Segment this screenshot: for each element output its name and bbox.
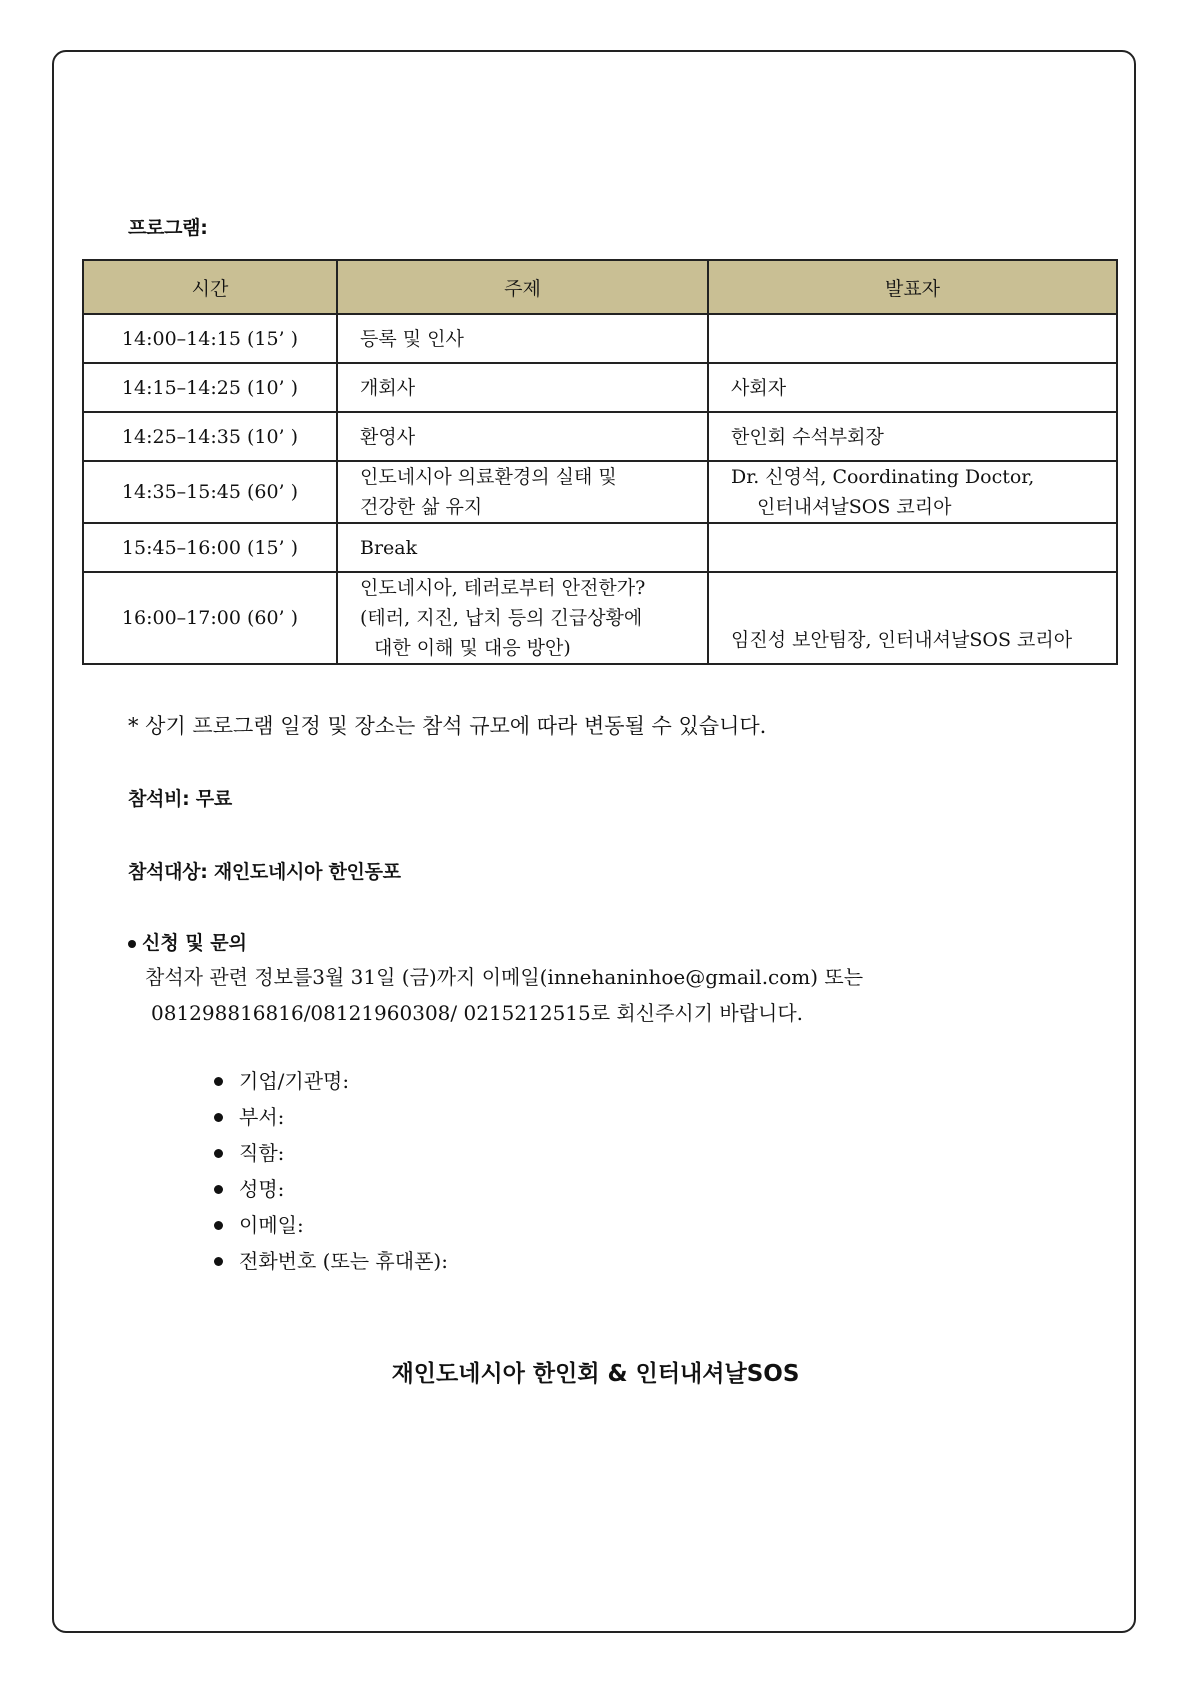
table-row [83, 363, 1117, 412]
list-item [214, 1063, 448, 1099]
speaker-cell [708, 314, 1117, 363]
application-title-text: 신청 및 문의 [142, 932, 247, 954]
table-header-row [83, 260, 1117, 314]
list-item [214, 1171, 448, 1207]
table-row [83, 572, 1117, 664]
fee-line: 참석비: 무료 [128, 788, 232, 810]
field-label: 이메일: [239, 1213, 304, 1237]
topic-line: 인도네시아, 테러로부터 안전한가? [360, 577, 646, 599]
bullet-icon [214, 1077, 223, 1086]
time-cell: 14:15–14:25 (10’ ) [83, 363, 337, 412]
header-topic: 주제 [337, 260, 708, 314]
table-row [83, 412, 1117, 461]
field-label: 전화번호 (또는 휴대폰): [239, 1249, 448, 1273]
field-label: 기업/기관명: [239, 1069, 350, 1093]
application-line-2: 081298816816/08121960308/ 0215212515로 회신주시기 바랍니다. [151, 1001, 804, 1025]
list-item [214, 1135, 448, 1171]
topic-line: 인도네시아 의료환경의 실태 및 [360, 466, 617, 488]
list-item [214, 1207, 448, 1243]
topic-cell: 환영사 [337, 412, 708, 461]
speaker-line: 인터내셔날SOS 코리아 [757, 496, 952, 518]
time-cell: 16:00–17:00 (60’ ) [83, 572, 337, 664]
topic-line: 대한 이해 및 대응 방안) [374, 637, 571, 659]
speaker-cell [708, 461, 1117, 523]
topic-line: (테러, 지진, 납치 등의 긴급상황에 [360, 607, 643, 629]
field-label: 성명: [239, 1177, 285, 1201]
table-row [83, 523, 1117, 572]
field-label: 부서: [239, 1105, 285, 1129]
bullet-icon [214, 1185, 223, 1194]
speaker-line: Dr. 신영석, Coordinating Doctor, [731, 466, 1035, 488]
list-item [214, 1099, 448, 1135]
application-title [128, 928, 247, 955]
time-cell: 15:45–16:00 (15’ ) [83, 523, 337, 572]
audience-line: 참석대상: 재인도네시아 한인동포 [128, 861, 401, 883]
schedule-note: * 상기 프로그램 일정 및 장소는 참석 규모에 따라 변동될 수 있습니다. [128, 714, 767, 738]
speaker-cell: 임진성 보안팀장, 인터내셔날SOS 코리아 [708, 572, 1117, 664]
topic-line: 건강한 삶 유지 [360, 496, 483, 518]
registration-fields [214, 1063, 448, 1279]
topic-cell [337, 461, 708, 523]
application-line-1: 참석자 관련 정보를3월 31일 (금)까지 이메일(innehaninhoe@gmail.com) 또는 [145, 965, 864, 989]
topic-cell: 개회사 [337, 363, 708, 412]
speaker-cell [708, 523, 1117, 572]
time-cell: 14:35–15:45 (60’ ) [83, 461, 337, 523]
table-row [83, 314, 1117, 363]
table-row [83, 461, 1117, 523]
speaker-cell: 사회자 [708, 363, 1117, 412]
bullet-icon [214, 1149, 223, 1158]
program-table [82, 259, 1118, 665]
time-cell: 14:25–14:35 (10’ ) [83, 412, 337, 461]
speaker-cell: 한인회 수석부회장 [708, 412, 1117, 461]
topic-cell: Break [337, 523, 708, 572]
application-body [145, 959, 863, 1031]
header-speaker: 발표자 [708, 260, 1117, 314]
header-time: 시간 [83, 260, 337, 314]
bullet-icon [128, 940, 136, 948]
bullet-icon [214, 1221, 223, 1230]
field-label: 직함: [239, 1141, 285, 1165]
list-item [214, 1243, 448, 1279]
organizer-footer: 재인도네시아 한인회 & 인터내셔날SOS [391, 1361, 800, 1387]
bullet-icon [214, 1113, 223, 1122]
topic-cell [337, 572, 708, 664]
program-heading: 프로그램: [128, 217, 208, 239]
topic-cell: 등록 및 인사 [337, 314, 708, 363]
time-cell: 14:00–14:15 (15’ ) [83, 314, 337, 363]
bullet-icon [214, 1257, 223, 1266]
